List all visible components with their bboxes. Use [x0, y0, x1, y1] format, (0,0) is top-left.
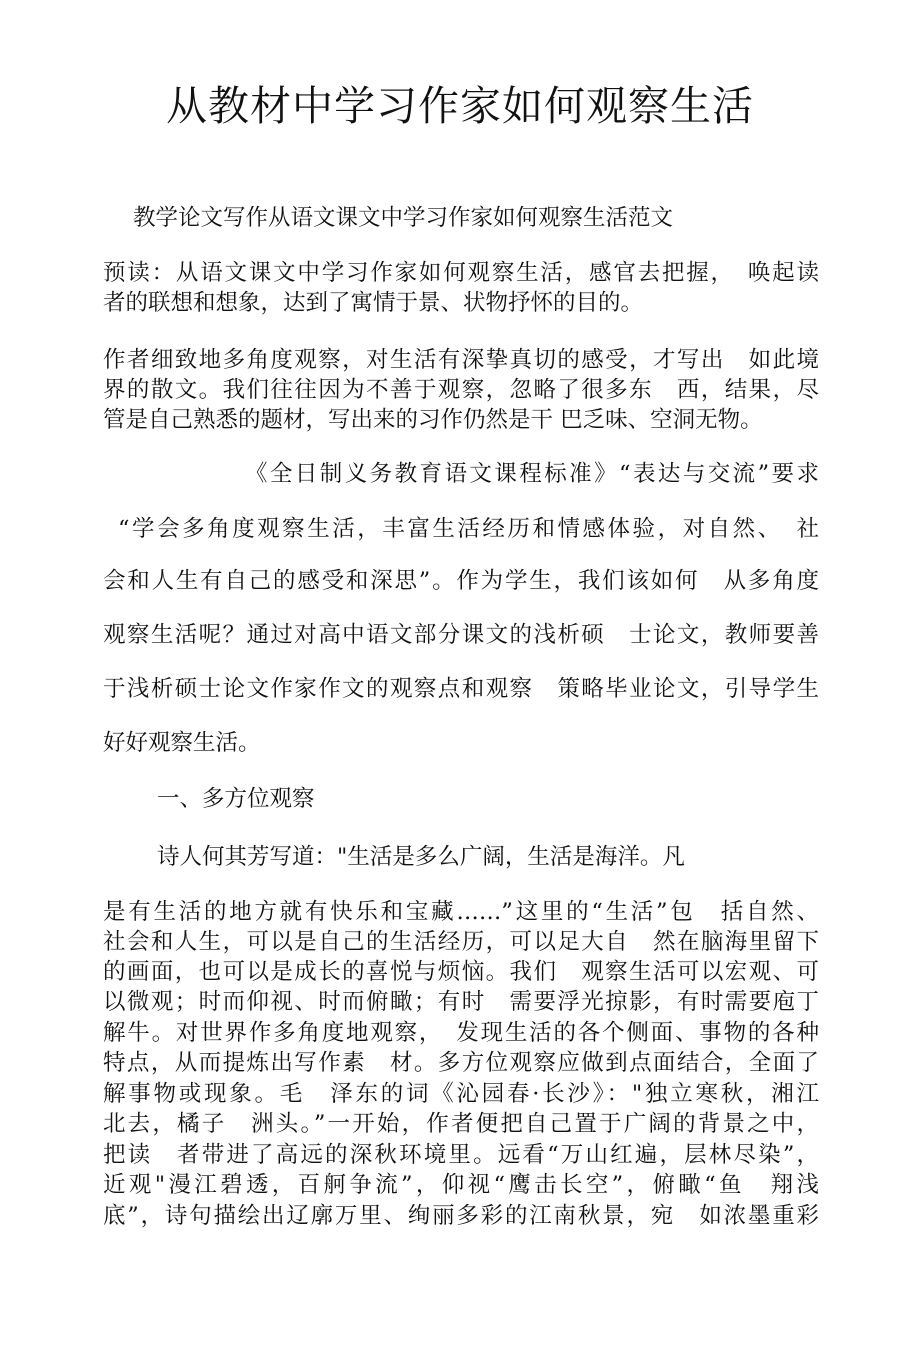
paragraph-line: 好好观察生活。	[103, 730, 261, 756]
paragraph-line: 近观"漫江碧透，百舸争流”，仰视“鹰击长空”，俯瞰“鱼 翔浅	[103, 1172, 819, 1198]
paragraph-line: “学会多角度观察生活，丰富生活经历和情感体验，对自然、 社	[118, 516, 819, 542]
paragraph-line: 解牛。对世界作多角度地观察， 发现生活的各个侧面、事物的各种	[103, 1020, 819, 1046]
paragraph-line: 以微观；时而仰视、时而俯瞰；有时 需要浮光掠影，有时需要庖丁	[103, 989, 819, 1015]
paragraph-line: 北去，橘子 洲头。”一开始，作者便把自己置于广阔的背景之中，	[103, 1111, 819, 1137]
paragraph-line: 的画面，也可以是成长的喜悦与烦恼。我们 观察生活可以宏观、可	[103, 959, 819, 985]
paragraph-line: 把读 者带进了高远的深秋环境里。远看“万山红遍，层林尽染”，	[103, 1142, 819, 1168]
paragraph-line: 社会和人生，可以是自己的生活经历，可以足大自 然在脑海里留下	[103, 929, 819, 955]
paragraph-line: 观察生活呢？通过对高中语文部分课文的浅析硕 士论文，教师要善	[103, 622, 819, 648]
paragraph-line: 是有生活的地方就有快乐和宝藏……”这里的“生活”包 括自然、	[103, 899, 819, 925]
paragraph-line: 界的散文。我们往往因为不善于观察，忽略了很多东 西，结果，尽	[103, 377, 819, 403]
paragraph-line: 特点，从而提炼出写作素 材。多方位观察应做到点面结合，全面了	[103, 1050, 819, 1076]
paragraph-line: 解事物或现象。毛 泽东的词《沁园春·长沙》："独立寒秋，湘江	[103, 1081, 819, 1107]
paragraph-line: 会和人生有自己的感受和深思”。作为学生，我们该如何 从多角度	[103, 568, 819, 594]
paragraph-line: 作者细致地多角度观察，对生活有深挚真切的感受，才写出 如此境	[103, 347, 819, 373]
subtitle: 教学论文写作从语文课文中学习作家如何观察生活范文	[133, 205, 674, 231]
poet-quote-line: 诗人何其芳写道："生活是多么广阔，生活是海洋。凡	[157, 844, 685, 870]
paragraph-line: 管是自己熟悉的题材，写出来的习作仍然是干 巴乏味、空洞无物。	[103, 407, 763, 433]
preface-line: 者的联想和想象，达到了寓情于景、状物抒怀的目的。	[103, 290, 644, 316]
page-title: 从教材中学习作家如何观察生活	[166, 82, 754, 130]
paragraph-line: 底”，诗句描绘出辽廓万里、绚丽多彩的江南秋景，宛 如浓墨重彩	[103, 1203, 819, 1229]
paragraph-line: 《全日制义务教育语文课程标准》“表达与交流”要求	[245, 461, 819, 487]
paragraph-line: 于浅析硕士论文作家作文的观察点和观察 策略毕业论文，引导学生	[103, 676, 819, 702]
section-heading: 一、多方位观察	[157, 786, 315, 812]
preface-line: 预读：从语文课文中学习作家如何观察生活，感官去把握， 唤起读	[103, 260, 819, 286]
